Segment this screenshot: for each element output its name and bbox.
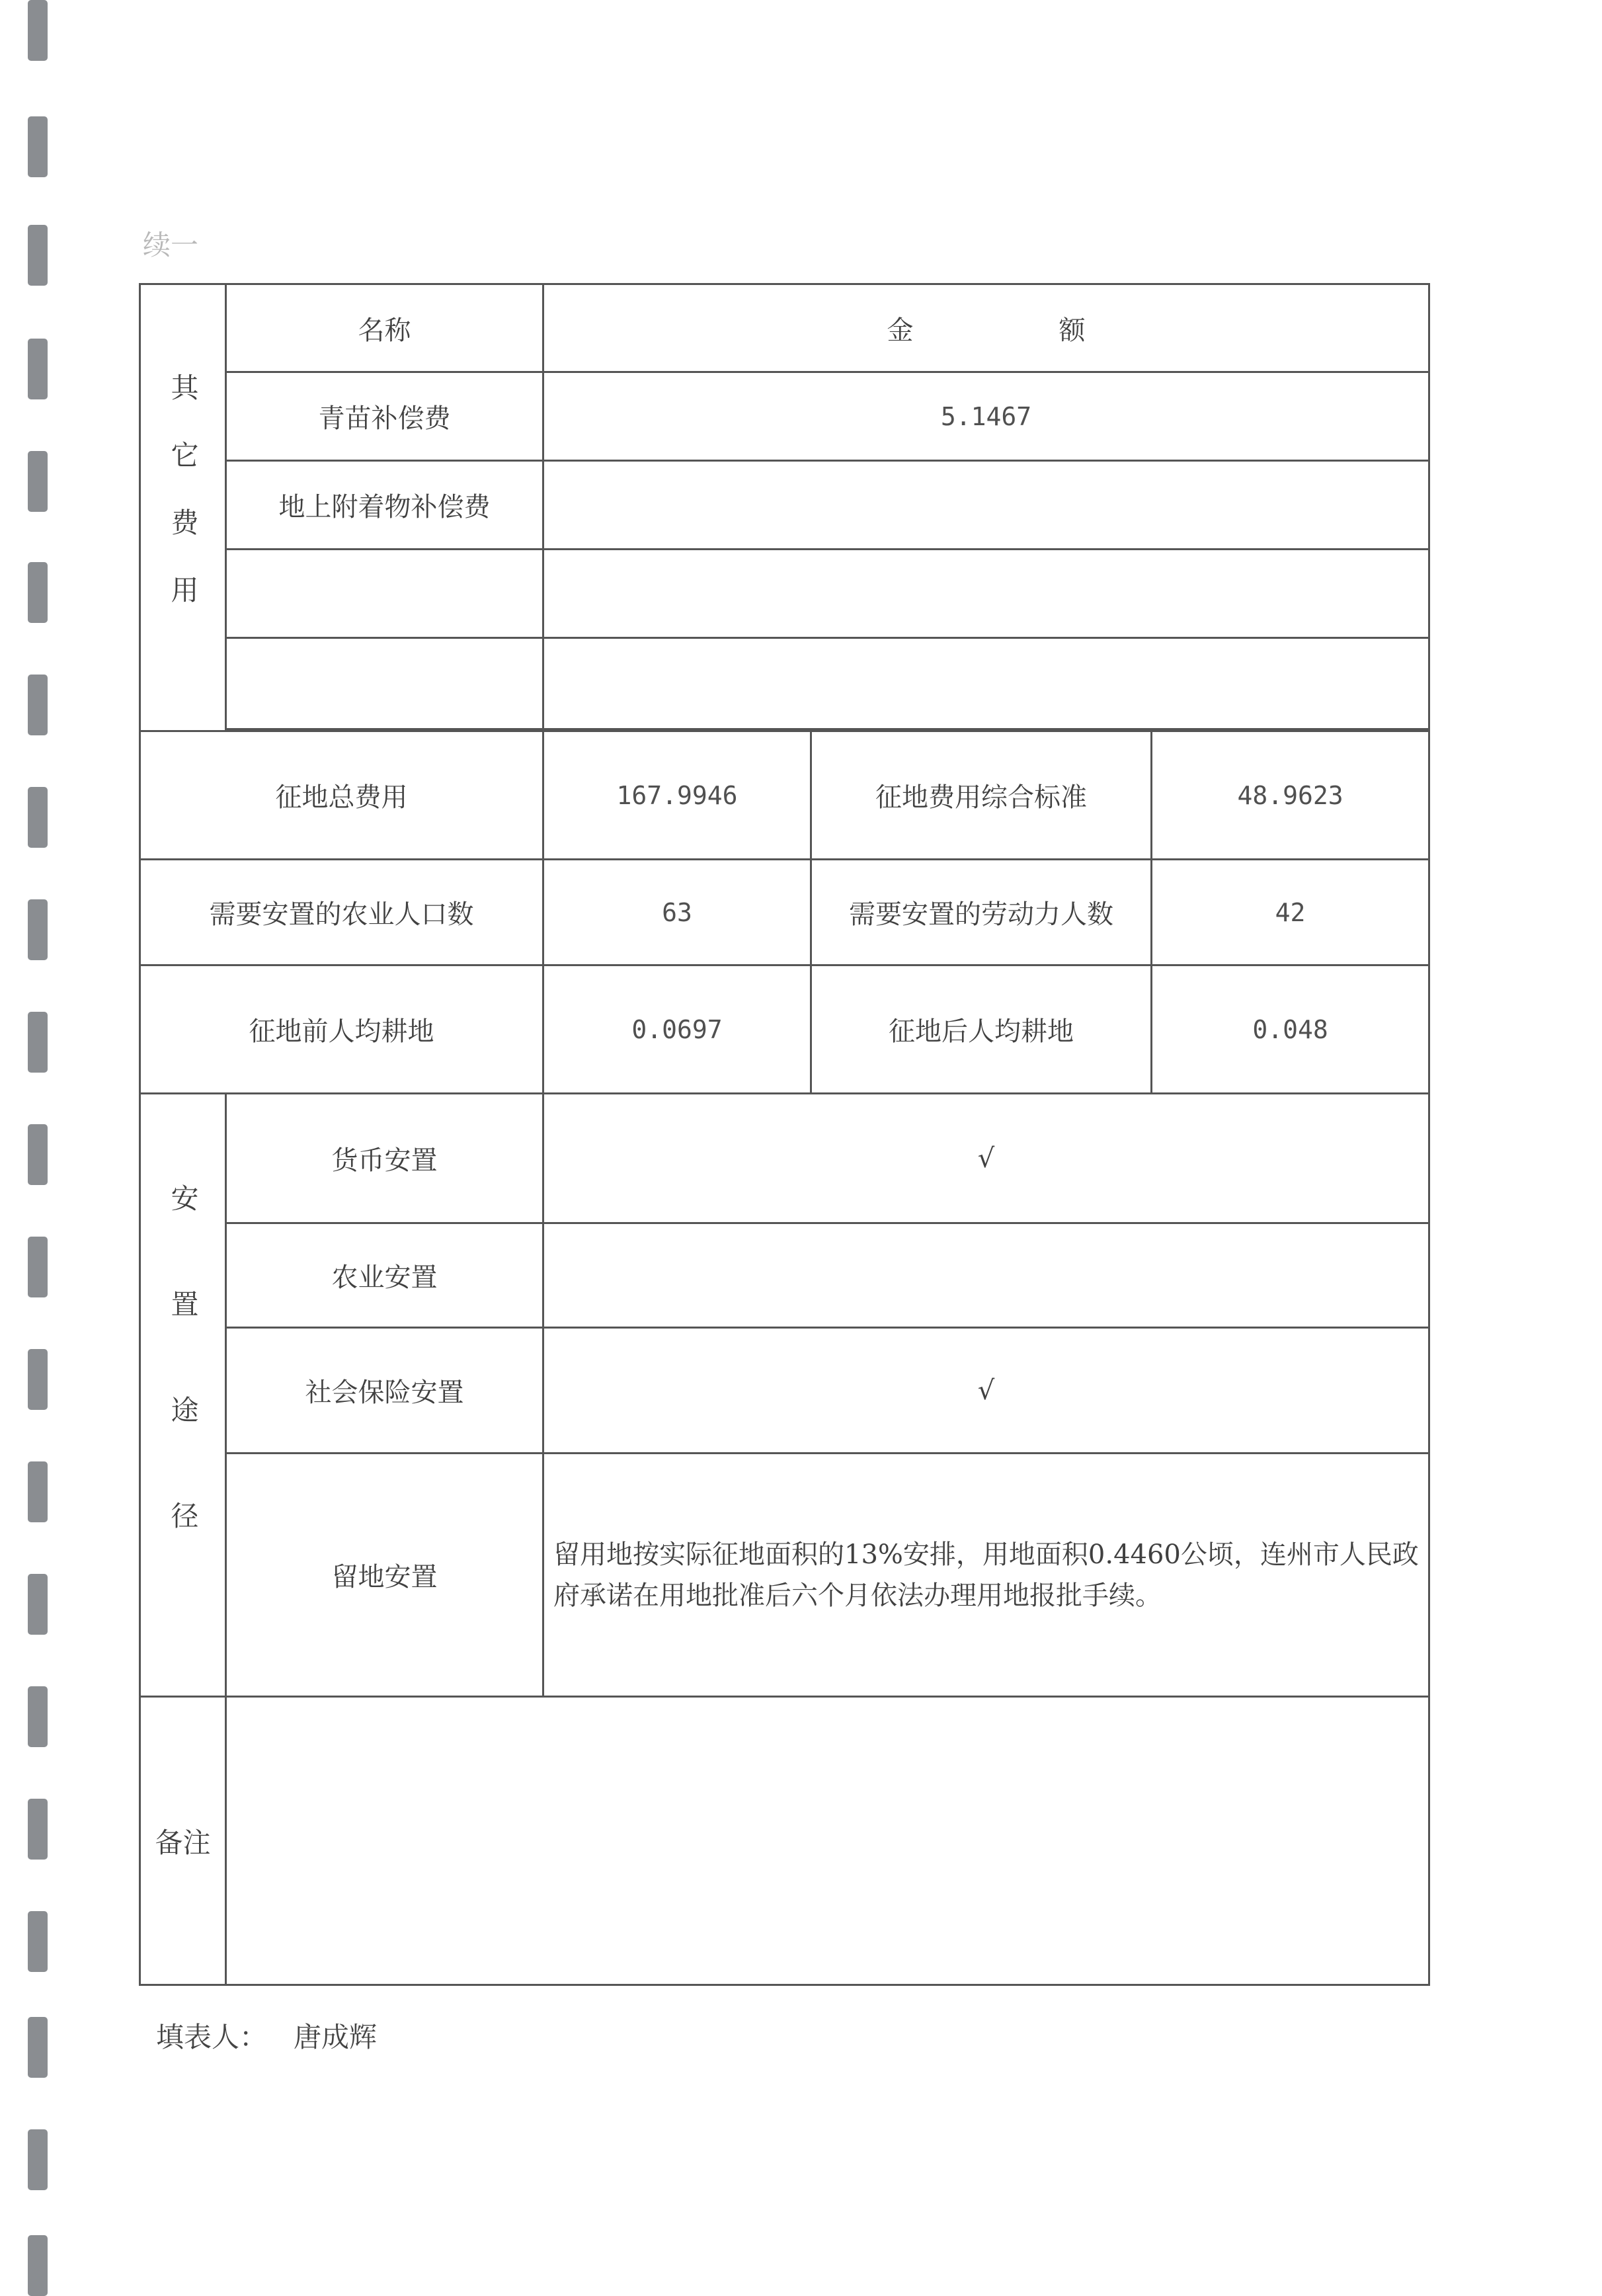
summary-row-population: [140, 860, 1429, 965]
resettlement-row: [140, 1094, 1429, 1223]
reserved-land-description: 留用地按实际征地面积的13%安排，用地面积0.4460公顷，连州市人民政府承诺在用地批准后六个月依法办理用地报批手续。: [543, 1454, 1429, 1697]
other-fee-name: [226, 638, 543, 729]
other-fees-header-row: [140, 284, 1429, 372]
agri-pop-value: 63: [543, 860, 811, 965]
other-fee-row: [140, 461, 1429, 550]
resettlement-row: [140, 1328, 1429, 1454]
binding-hole: [28, 2129, 48, 2190]
form-filler: [156, 2016, 403, 2055]
remarks-value: [226, 1697, 1429, 1985]
binding-hole: [28, 1124, 48, 1185]
after-value: 0.048: [1152, 965, 1429, 1094]
other-fee-name: [226, 550, 543, 638]
labor-value: 42: [1152, 860, 1429, 965]
binding-hole: [28, 1237, 48, 1297]
remarks-label: 备注: [140, 1697, 226, 1985]
total-cost-label: 征地总费用: [140, 731, 543, 860]
other-fee-amount: [543, 461, 1429, 550]
resettlement-label: 社会保险安置: [226, 1328, 543, 1454]
standard-label: 征地费用综合标准: [811, 731, 1152, 860]
other-fee-amount: [543, 638, 1429, 729]
other-fees-section-label: 其它费用: [167, 372, 200, 643]
agri-pop-label: 需要安置的农业人口数: [140, 860, 543, 965]
resettlement-label: 货币安置: [226, 1094, 543, 1223]
binding-hole: [28, 1911, 48, 1972]
after-label: 征地后人均耕地: [811, 965, 1152, 1094]
binding-hole: [28, 1799, 48, 1860]
summary-row-total: [140, 731, 1429, 860]
amount-header-part2: 额: [1059, 315, 1086, 346]
other-fee-amount: [543, 550, 1429, 638]
name-header: 名称: [226, 284, 543, 372]
other-fees-section-cell: [140, 284, 226, 731]
binding-hole: [28, 787, 48, 848]
land-acquisition-table: [139, 283, 1430, 1986]
binding-hole: [28, 1461, 48, 1522]
before-label: 征地前人均耕地: [140, 965, 543, 1094]
binding-hole: [28, 1686, 48, 1747]
resettlement-value: √: [543, 1328, 1429, 1454]
other-fee-row: [140, 638, 1429, 729]
summary-row-farmland: [140, 965, 1429, 1094]
resettlement-label: 留地安置: [226, 1454, 543, 1697]
labor-label: 需要安置的劳动力人数: [811, 860, 1152, 965]
resettlement-section-label: 安置途径: [167, 1183, 200, 1607]
resettlement-value: [543, 1223, 1429, 1328]
amount-header: [543, 284, 1429, 372]
resettlement-value: √: [543, 1094, 1429, 1223]
remarks-row: [140, 1697, 1429, 1985]
binding-hole: [28, 116, 48, 177]
binding-hole: [28, 675, 48, 735]
other-fee-name: 地上附着物补偿费: [226, 461, 543, 550]
total-cost-value: 167.9946: [543, 731, 811, 860]
binding-hole: [28, 2235, 48, 2296]
other-fee-row: [140, 550, 1429, 638]
filler-name: 唐成辉: [294, 2021, 378, 2053]
binding-hole: [28, 339, 48, 399]
resettlement-section-cell: [140, 1094, 226, 1697]
binding-holes: [0, 0, 79, 2289]
binding-hole: [28, 0, 48, 61]
other-fee-row: [140, 372, 1429, 461]
standard-value: 48.9623: [1152, 731, 1429, 860]
filler-label: 填表人：: [156, 2021, 268, 2053]
resettlement-row: [140, 1454, 1429, 1697]
before-value: 0.0697: [543, 965, 811, 1094]
other-fee-name: 青苗补偿费: [226, 372, 543, 461]
binding-hole: [28, 562, 48, 623]
resettlement-row: [140, 1223, 1429, 1328]
other-fee-amount: 5.1467: [543, 372, 1429, 461]
binding-hole: [28, 1012, 48, 1073]
binding-hole: [28, 899, 48, 960]
amount-header-part1: 金: [887, 315, 914, 346]
resettlement-label: 农业安置: [226, 1223, 543, 1328]
binding-hole: [28, 1574, 48, 1635]
binding-hole: [28, 225, 48, 286]
binding-hole: [28, 2017, 48, 2078]
binding-hole: [28, 1349, 48, 1410]
continued-label: 续一: [143, 229, 199, 261]
binding-hole: [28, 451, 48, 512]
